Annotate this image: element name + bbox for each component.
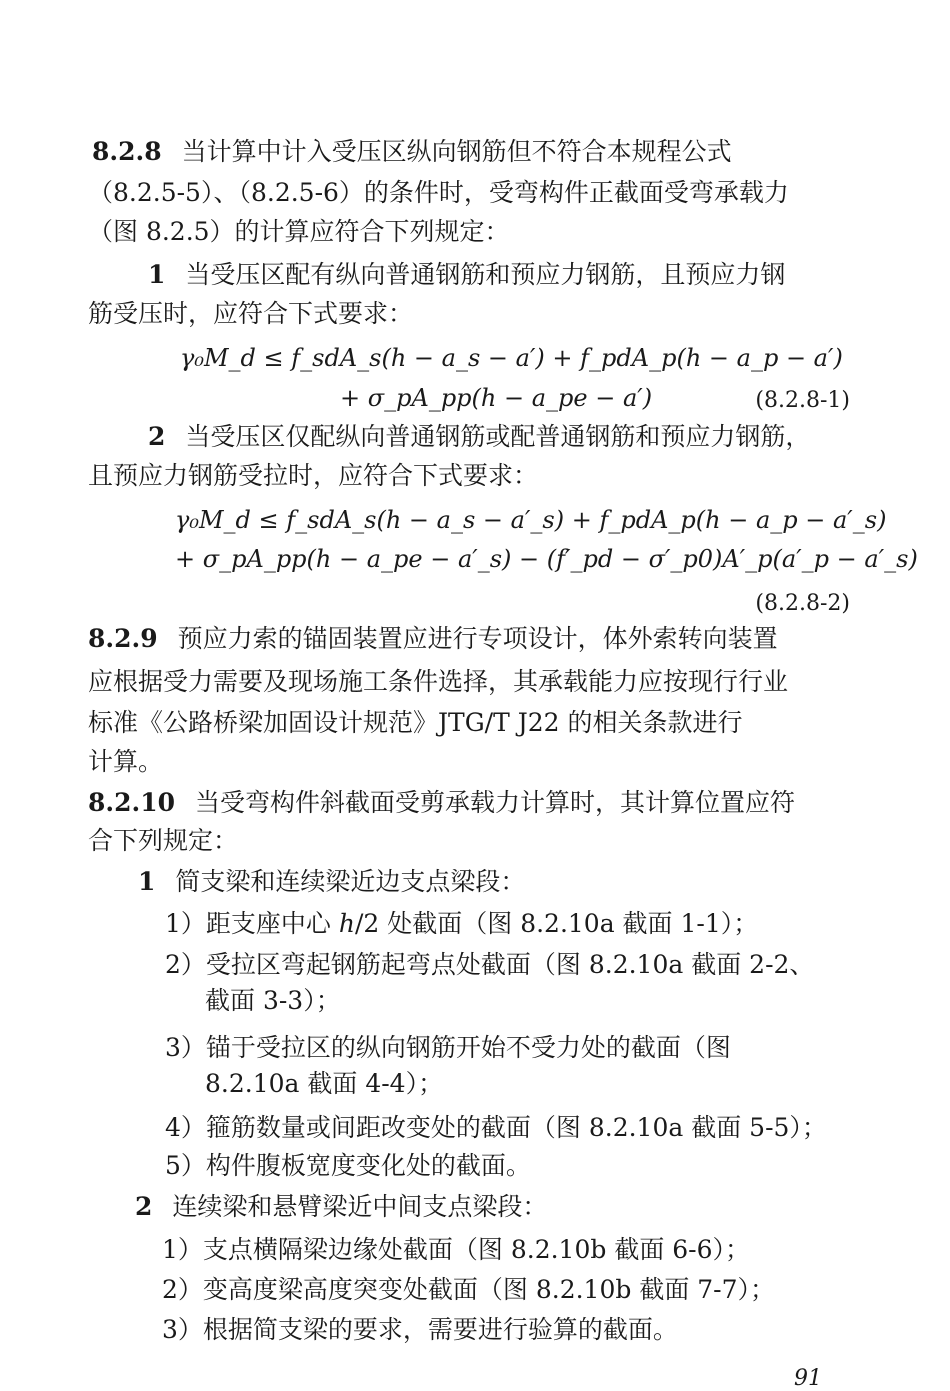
- item-1-line-1: 1 当受压区配有纵向普通钢筋和预应力钢筋，且预应力钢: [148, 260, 786, 289]
- sub-item-3-line-2: 8.2.10a 截面 4-4）；: [205, 1069, 444, 1098]
- equation-number: (8.2.8-1): [755, 388, 850, 413]
- sub-item-2-line-2: 截面 3-3）；: [205, 986, 341, 1015]
- item-2-line-1: 2 当受压区仅配纵向普通钢筋或配普通钢筋和预应力钢筋，: [148, 422, 811, 451]
- equation-8-2-8-1-line-2: + σ_pA_pp(h − a_pe − a′): [340, 384, 653, 412]
- sub-item-2-3: 3）根据简支梁的要求，需要进行验算的截面。: [162, 1315, 678, 1344]
- sub-item-2-2: 2）变高度梁高度突变处截面（图 8.2.10b 截面 7-7）；: [162, 1275, 776, 1304]
- item-2-heading: 2 连续梁和悬臂梁近中间支点梁段：: [135, 1192, 548, 1221]
- item-2-line-2: 且预应力钢筋受拉时，应符合下式要求：: [88, 461, 539, 490]
- sub-item-4: 4）箍筋数量或间距改变处的截面（图 8.2.10a 截面 5-5）；: [165, 1113, 827, 1142]
- sub-item-2-1: 1）支点横隔梁边缘处截面（图 8.2.10b 截面 6-6）；: [162, 1235, 751, 1264]
- item-1-line-2: 筋受压时，应符合下式要求：: [88, 299, 414, 328]
- paragraph-text: 当计算中计入受压区纵向钢筋但不符合本规程公式: [181, 137, 732, 166]
- sub-item-5: 5）构件腹板宽度变化处的截面。: [165, 1151, 531, 1180]
- clause-number: 8.2.10: [88, 788, 175, 817]
- item-number: 2: [135, 1192, 153, 1221]
- sub-item-3-line-1: 3）锚于受拉区的纵向钢筋开始不受力处的截面（图: [165, 1033, 731, 1062]
- item-1-heading: 1 简支梁和连续梁近边支点梁段：: [138, 867, 526, 896]
- clause-8-2-8-line-3: （图 8.2.5）的计算应符合下列规定：: [88, 217, 510, 246]
- equation-8-2-8-1-line-1: γ₀M_d ≤ f_sdA_s(h − a_s − a′) + f_pdA_p(h − a_p − a′): [180, 344, 843, 372]
- sub-item-2-line-1: 2）受拉区弯起钢筋起弯点处截面（图 8.2.10a 截面 2-2、: [165, 950, 815, 979]
- clause-8-2-9-line-2: 应根据受力需要及现场施工条件选择，其承载能力应按现行行业: [88, 667, 789, 696]
- equation-number: (8.2.8-2): [755, 591, 850, 616]
- item-number: 2: [148, 422, 166, 451]
- clause-8-2-8-line-1: [92, 134, 852, 170]
- clause-number: 8.2.8: [92, 137, 162, 166]
- clause-8-2-8-line-2: （8.2.5-5）、（8.2.5-6）的条件时，受弯构件正截面受弯承载力: [88, 178, 789, 207]
- equation-8-2-8-2-line-1: γ₀M_d ≤ f_sdA_s(h − a_s − a′_s) + f_pdA_p(h − a_p − a′_s): [175, 506, 887, 534]
- clause-8-2-9-line-1: 8.2.9 预应力索的锚固装置应进行专项设计，体外索转向装置: [88, 624, 778, 653]
- sub-item-1: 1）距支座中心 h/2 处截面（图 8.2.10a 截面 1-1）；: [165, 909, 759, 938]
- clause-8-2-10-line-1: 8.2.10 当受弯构件斜截面受剪承载力计算时，其计算位置应符: [88, 788, 796, 817]
- clause-number: 8.2.9: [88, 624, 158, 653]
- item-number: 1: [148, 260, 166, 289]
- clause-8-2-9-line-4: 计算。: [88, 747, 164, 776]
- clause-8-2-10-line-2: 合下列规定：: [88, 826, 239, 855]
- equation-8-2-8-2-line-2: + σ_pA_pp(h − a_pe − a′_s) − (f′_pd − σ′_p0)A′_p(a′_p − a′_s): [175, 545, 918, 573]
- page-number: 91: [794, 1366, 822, 1391]
- item-number: 1: [138, 867, 156, 896]
- clause-8-2-9-line-3: 标准《公路桥梁加固设计规范》JTG/T J22 的相关条款进行: [88, 708, 743, 737]
